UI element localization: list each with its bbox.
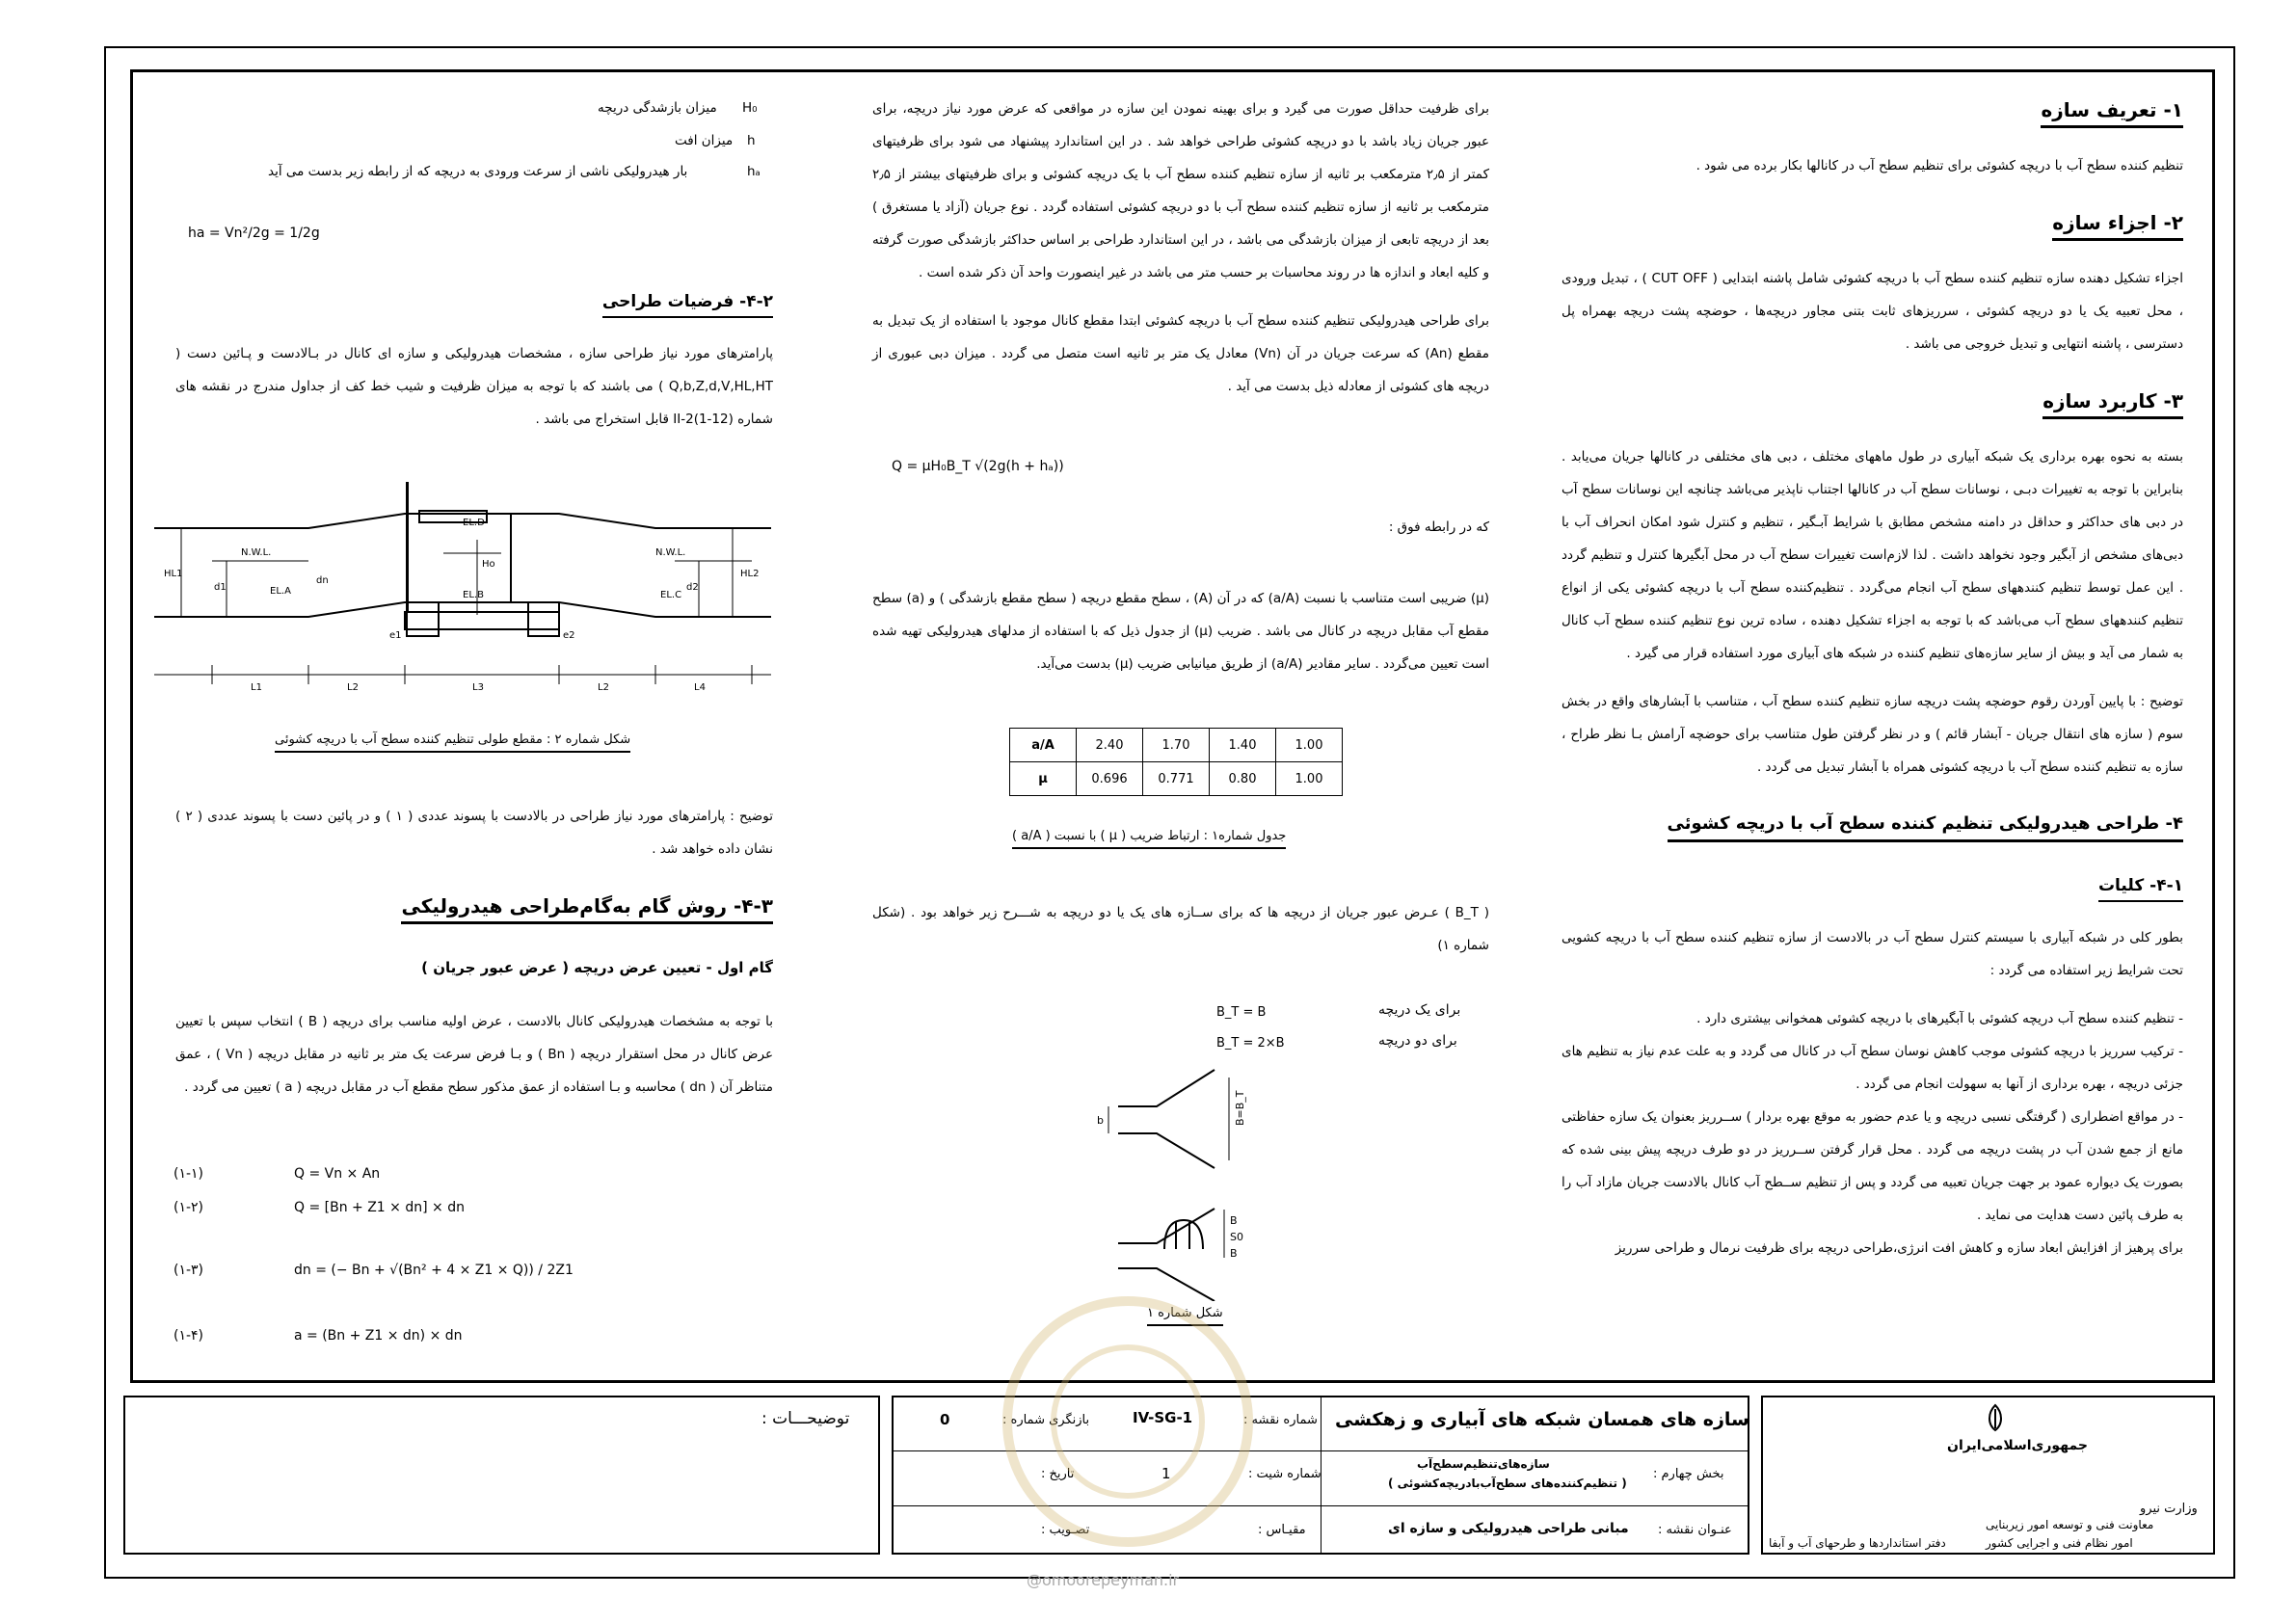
fig2-l2a: L2 xyxy=(347,682,359,693)
table-cell: 0.771 xyxy=(1143,762,1210,796)
bt-one: B_T = B xyxy=(1216,1005,1267,1020)
fig2-e1: e1 xyxy=(389,630,402,641)
fig2-hl2: HL2 xyxy=(740,569,760,579)
bt-two: B_T = 2×B xyxy=(1216,1036,1285,1051)
middle-column xyxy=(872,93,1489,418)
map-no: IV-SG-1 xyxy=(1133,1409,1193,1426)
paragraph: - در مواقع اضطراری ( گرفتگی نسبی دریچه و یا عدم حضور به موقع بهره بردار ) ســرریز بعنوان یک سازه حفاظتی مانع از جمع شدن آب در پشت دریچه می گردد . محل قرار گرفتن ســرریز در دو طرف دریچه پیش بینی شده که بصورت یک دیواره عمود بر جهت جریان تعبیه می گردد و پس از تنظیم ســطح آب کانال بالادست جریان مازاد آب را به طرف پائین دست هدایت می نماید . xyxy=(1562,1109,2183,1223)
eq-expression: a = (Bn + Z1 × dn) × dn xyxy=(294,1328,463,1344)
two-gate-label: برای دو دریچه xyxy=(1378,1033,1457,1049)
heading-application: ۳- کاربرد سازه xyxy=(2042,386,2183,419)
country-name: جمهوری‌اسلامی‌ایران xyxy=(1947,1438,2088,1453)
fig2-el-b: EL.B xyxy=(463,590,484,600)
left-column-2 xyxy=(175,800,773,1119)
heading-general: ۴-۱- کلیات xyxy=(2098,871,2183,902)
office-name: دفتر استانداردها و طرحهای آب و آبفا xyxy=(1769,1536,1946,1550)
paragraph: ( B_T ) عـرض عبور جریان از دریچه ها که برای ســازه های یک یا دو دریچه به شـــرح زیر خواهد بود . (شکل شماره ۱) xyxy=(872,905,1489,953)
table-cell: 1.00 xyxy=(1276,762,1343,796)
paragraph: برای پرهیز از افزایش ابعاد سازه و کاهش افت انرژی،طراحی دریچه برای ظرفیت نرمال و طراحی سرریز xyxy=(1615,1240,2183,1256)
revision-label: بازنگری شماره : xyxy=(1002,1413,1090,1427)
eq-number: (۱-۳) xyxy=(174,1263,204,1278)
table-cell: a/A xyxy=(1010,729,1077,762)
heading-hydraulic-design: ۴- طراحی هیدرولیکی تنظیم کننده سطح آب با دریچه کشوئی xyxy=(1668,809,2184,842)
flow-equation: Q = μH₀B_T √(2g(h + hₐ)) xyxy=(892,459,1064,474)
table-cell: 1.70 xyxy=(1143,729,1210,762)
table-cell: 0.696 xyxy=(1077,762,1143,796)
map-no-label: شماره نقشه : xyxy=(1243,1413,1318,1427)
fig2-d2: d2 xyxy=(686,582,699,593)
eq-number: (۱-۲) xyxy=(174,1200,204,1215)
emblem-icon xyxy=(1984,1403,2007,1432)
fig2-l2b: L2 xyxy=(598,682,609,693)
section-name: سازه‌های‌تنظیم‌سطح‌آب xyxy=(1417,1457,1550,1471)
figure-2-section xyxy=(154,472,771,713)
fig2-nwl-up: N.W.L. xyxy=(241,547,272,558)
fig2-hl1: HL1 xyxy=(164,569,183,579)
ho-desc: میزان بازشدگی دریچه xyxy=(598,100,717,116)
right-column xyxy=(1562,85,2183,1264)
watermark-url: @omoorepeyman.ir xyxy=(1027,1571,1180,1589)
ho-sym: H₀ xyxy=(742,100,758,116)
paragraph: که در رابطه فوق : xyxy=(1388,519,1489,535)
fig2-l3: L3 xyxy=(472,682,484,693)
heading-components: ۲- اجزاء سازه xyxy=(2052,207,2183,241)
approval-label: تصـویب : xyxy=(1041,1523,1090,1537)
fig2-l1: L1 xyxy=(251,682,262,693)
table-cell: μ xyxy=(1010,762,1077,796)
fig1-b: b xyxy=(1097,1114,1104,1127)
fig2-nwl-down: N.W.L. xyxy=(655,547,686,558)
revision: 0 xyxy=(940,1411,950,1428)
ha-equation: ha = Vn²/2g = 1/2g xyxy=(188,226,320,241)
paragraph: تنظیم کننده سطح آب با دریچه کشوئی برای تنظیم سطح آب در کانالها بکار برده می شود . xyxy=(1695,158,2183,173)
paragraph: توضیح : پارامترهای مورد نیاز طراحی در بالادست با پسوند عددی ( ۱ ) و در پائین دست با پسوند عددی ( ۲ ) نشان داده خواهد شد . xyxy=(175,809,773,857)
eq-number: (۱-۱) xyxy=(174,1166,204,1182)
watermark-seal xyxy=(1002,1296,1253,1547)
middle-column-3 xyxy=(872,896,1489,977)
figure-1-sketch xyxy=(1080,1060,1321,1301)
paragraph: با توجه به مشخصات هیدرولیکی کانال بالادست ، عرض اولیه مناسب برای دریچه ( B ) انتخاب سپس با تعیین عرض کانال در محل استقرار دریچه ( Bn ) و بـا فرض سرعت یک متر بر ثانیه در مقابل دریچه ( Vn ) ، عمق متناظر آن ( dn ) محاسبه و بـا استفاده از عمق مذکور سطح مقطع آب در مقابل دریچه ( a ) تعیین می گردد . xyxy=(175,1014,773,1095)
heading-step-by-step: ۴-۳- روش گام به‌گام‌طراحی هیدرولیکی xyxy=(401,891,773,924)
section-label: بخش چهارم : xyxy=(1653,1467,1724,1481)
heading-definition: ۱- تعریف سازه xyxy=(2041,94,2183,128)
deputy-name: معاونت فنی و توسعه امور زیربنایی xyxy=(1986,1518,2154,1531)
table-cell: 0.80 xyxy=(1210,762,1276,796)
map-title-label: عنـوان نقشه : xyxy=(1658,1523,1732,1537)
ministry-name: وزارت نیرو xyxy=(2140,1502,2198,1516)
fig2-ho: Ho xyxy=(482,559,495,570)
fig1-s: S0 xyxy=(1230,1231,1243,1243)
table-caption: جدول شماره۱ : ارتباط ضریب ( μ ) با نسبت ( a/A ) xyxy=(1012,829,1286,849)
paragraph: اجزاء تشکیل دهنده سازه تنظیم کننده سطح آب با دریچه کشوئی شامل پاشنه ابتدایی ( CUT OFF ) ، تبدیل ورودی ، محل تعبیه یک یا دو دریچه کشوئی ، سرریزهای ثابت بتنی مجاور دریچه‌ها ، حوضچه پشت دریچه بهمراه پل دسترسی ، پاشنه انتهایی و تبدیل خروجی می باشد . xyxy=(1562,271,2183,352)
ha-desc: بار هیدرولیکی ناشی از سرعت ورودی به دریچه که از رابطه زیر بدست می آید xyxy=(268,164,688,179)
eq-expression: dn = (− Bn + √(Bn² + 4 × Z1 × Q)) / 2Z1 xyxy=(294,1263,574,1278)
fig1-b3: B xyxy=(1230,1247,1238,1260)
affairs-name: امور نظام فنی و اجرایی کشور xyxy=(1986,1536,2133,1550)
paragraph: بسته به نحوه بهره برداری یک شبکه آبیاری در طول ماههای مختلف ، دبی های مختلفی در کانالها جریان می‌یابد . بنابراین با توجه به تغییرات دبـی ، نوسانات سطح آب در کانالها اجتناب ناپذیر می‌باشد چنانچه این نوسانات سطح آب در دبی های حداکثر و حداقل در دامنه مشخص مطابق با شرایط آبـگیر ، تنظیم و کنترل شود امکان انحراف آب با دبی‌های مشخص از آبگیر وجود نخواهد داشت . لذا لازم‌است تغییرات سطح آب در محل آبگیرها کنترل و تنظیم گردد . این عمل توسط تنظیم کنندههای سطح آب انجام می‌گردد . تنظیم‌کننده سطح آب با دریچه کشوئی یکی از انواع تنظیم کنندههای سطح آب می‌باشد که با توجه به اجزاء تشکیل دهنده ، ساده ترین نوع تنظیم کننده سطح آب کانال به شمار می آید و بیش از سایر سازه‌های تنظیم کننده در شبکه های آبیاری مورد استفاده قرار می گیرد . xyxy=(1562,449,2183,661)
paragraph: (μ) ضریبی است متناسب با نسبت (a/A) که در آن (A) ، سطح مقطع دریچه ( سطح مقطع بازشدگی ) و (a) سطح مقطع آب مقابل دریچه در کانال می باشد . ضریب (μ) از جدول ذیل که با استفاده از مدلهای هیدرولیکی تهیه شده است تعیین می‌گردد . سایر مقادیر (a/A) از طریق میانیابی ضریب (μ) بدست می‌آید. xyxy=(872,591,1489,672)
figure-1-caption: شکل شماره ۱ xyxy=(1147,1306,1223,1326)
heading-design-assumptions: ۴-۲- فرضیات طراحی xyxy=(602,287,773,318)
scale-label: مقیـاس : xyxy=(1258,1523,1306,1537)
fig2-l4: L4 xyxy=(694,682,706,693)
figure-2-caption: شکل شماره ۲ : مقطع طولی تنظیم کننده سطح آب با دریچه کشوئی xyxy=(275,732,630,753)
date-label: تاریخ : xyxy=(1041,1467,1075,1481)
fig1-bt: B=B_T xyxy=(1234,1090,1246,1126)
table-cell: 2.40 xyxy=(1077,729,1143,762)
paragraph: بطور کلی در شبکه آبیاری با سیستم کنترل سطح آب در بالادست از سازه تنظیم کننده سطح آب با دریچه کشویی تحت شرایط زیر استفاده می گردد : xyxy=(1562,930,2183,978)
left-column xyxy=(175,279,773,451)
paragraph: پارامترهای مورد نیاز طراحی سازه ، مشخصات هیدرولیکی و سازه ای کانال در بـالادست و پـائین دست ( Q,b,Z,d,V,HL,HT ) می باشند که با توجه به میزان ظرفیت و شیب خط کف از جداول مندرج در نقشه های شماره II-2(1-12) قابل استخراج می باشد . xyxy=(175,346,773,427)
middle-column-2 xyxy=(872,511,1489,696)
fig2-el-c: EL.C xyxy=(660,590,682,600)
fig2-el-a: EL.A xyxy=(270,586,291,597)
fig2-e2: e2 xyxy=(563,630,575,641)
h-sym: h xyxy=(747,133,756,148)
ha-sym: hₐ xyxy=(747,164,761,179)
map-title: مبانی طراحی هیدرولیکی و سازه ای xyxy=(1388,1521,1629,1536)
table-cell: 1.40 xyxy=(1210,729,1276,762)
paragraph: توضیح : با پایین آوردن رقوم حوضچه پشت دریچه سازه تنظیم کننده سطح آب ، متناسب با آبشارهای واقع در بخش سوم ( سازه های انتقال جریان - آبشار قائم ) و در نظر گرفتن طول متناسب برای حوضچه آرامش بـا نظر طراح ، سازه به تنظیم کننده سطح آب با دریچه کشوئی همراه با آبشار تبدیل می گردد . xyxy=(1562,694,2183,775)
eq-expression: Q = [Bn + Z1 × dn] × dn xyxy=(294,1200,465,1215)
step-one-heading: گام اول - تعیین عرض دریچه ( عرض عبور جریان ) xyxy=(421,959,773,976)
sheet-no: 1 xyxy=(1161,1465,1171,1482)
paragraph: برای ظرفیت حداقل صورت می گیرد و برای بهینه نمودن این سازه در مواقعی که عرض مورد نیاز دریچه، برای عبور جریان زیاد باشد با دو دریچه کشوئی طراحی خواهد شد . در این استاندارد پیشنهاد می شود برای ظرفیتهای کمتر از ۲٫۵ مترمکعب بر ثانیه از سازه تنظیم کننده سطح آب با یک دریچه کشوئی و برای ظرفیتهای بیشتر از ۲٫۵ مترمکعب بر ثانیه از سازه تنظیم کننده سطح آب با دو دریچه کشوئی استفاده گردد . نوع جریان (آزاد یا مستغرق ) بعد از دریچه تابعی از میزان بازشدگی می باشد ، در این استاندارد طراحی بر اساس حداکثر بازشدگی صورت گرفته و کلیه ابعاد و اندازه ها در روند محاسبات بر حسب متر می باشد در غیر اینصورت واحد آن ذکر شده است . xyxy=(872,101,1489,280)
notes-label: توضیحـــات : xyxy=(761,1409,850,1428)
fig1-b2: B xyxy=(1230,1214,1238,1227)
eq-number: (۱-۴) xyxy=(174,1328,204,1344)
paragraph: - ترکیب سرریز با دریچه کشوئی موجب کاهش نوسان سطح آب در کانال می گردد و به علت عدم نیاز به تنظیم های جزئی دریچه ، بهره برداری از آنها به سهولت انجام می گردد . xyxy=(1562,1044,2183,1092)
fig2-d1: d1 xyxy=(214,582,227,593)
table-cell: 1.00 xyxy=(1276,729,1343,762)
paragraph: - تنظیم کننده سطح آب دریچه کشوئی با آبگیرهای با دریچه کشوئی همخوانی بیشتری دارد . xyxy=(1696,1011,2183,1026)
one-gate-label: برای یک دریچه xyxy=(1378,1002,1461,1018)
mu-table xyxy=(1009,728,1343,796)
fig2-el-d: EL.D xyxy=(463,518,485,528)
fig2-dn: dn xyxy=(316,575,329,586)
sheet-label: شماره شیت : xyxy=(1248,1467,1322,1481)
project-title: سازه های همسان شبکه های آبیاری و زهکشی xyxy=(1335,1409,1749,1430)
paragraph: برای طراحی هیدرولیکی تنظیم کننده سطح آب با دریچه کشوئی ابتدا مقطع کانال موجود با استفاده از یک تبدیل به مقطع (An) که سرعت جریان در آن (Vn) معادل یک متر بر ثانیه است متصل می گردد . میزان دبی عبوری از دریچه های کشوئی از معادله ذیل بدست می آید . xyxy=(872,313,1489,394)
h-desc: میزان افت xyxy=(675,133,734,148)
section-sub: ( تنظیم‌کننده‌های سطح‌آب‌بادریچه‌کشوئی ) xyxy=(1388,1477,1627,1490)
eq-expression: Q = Vn × An xyxy=(294,1166,381,1182)
